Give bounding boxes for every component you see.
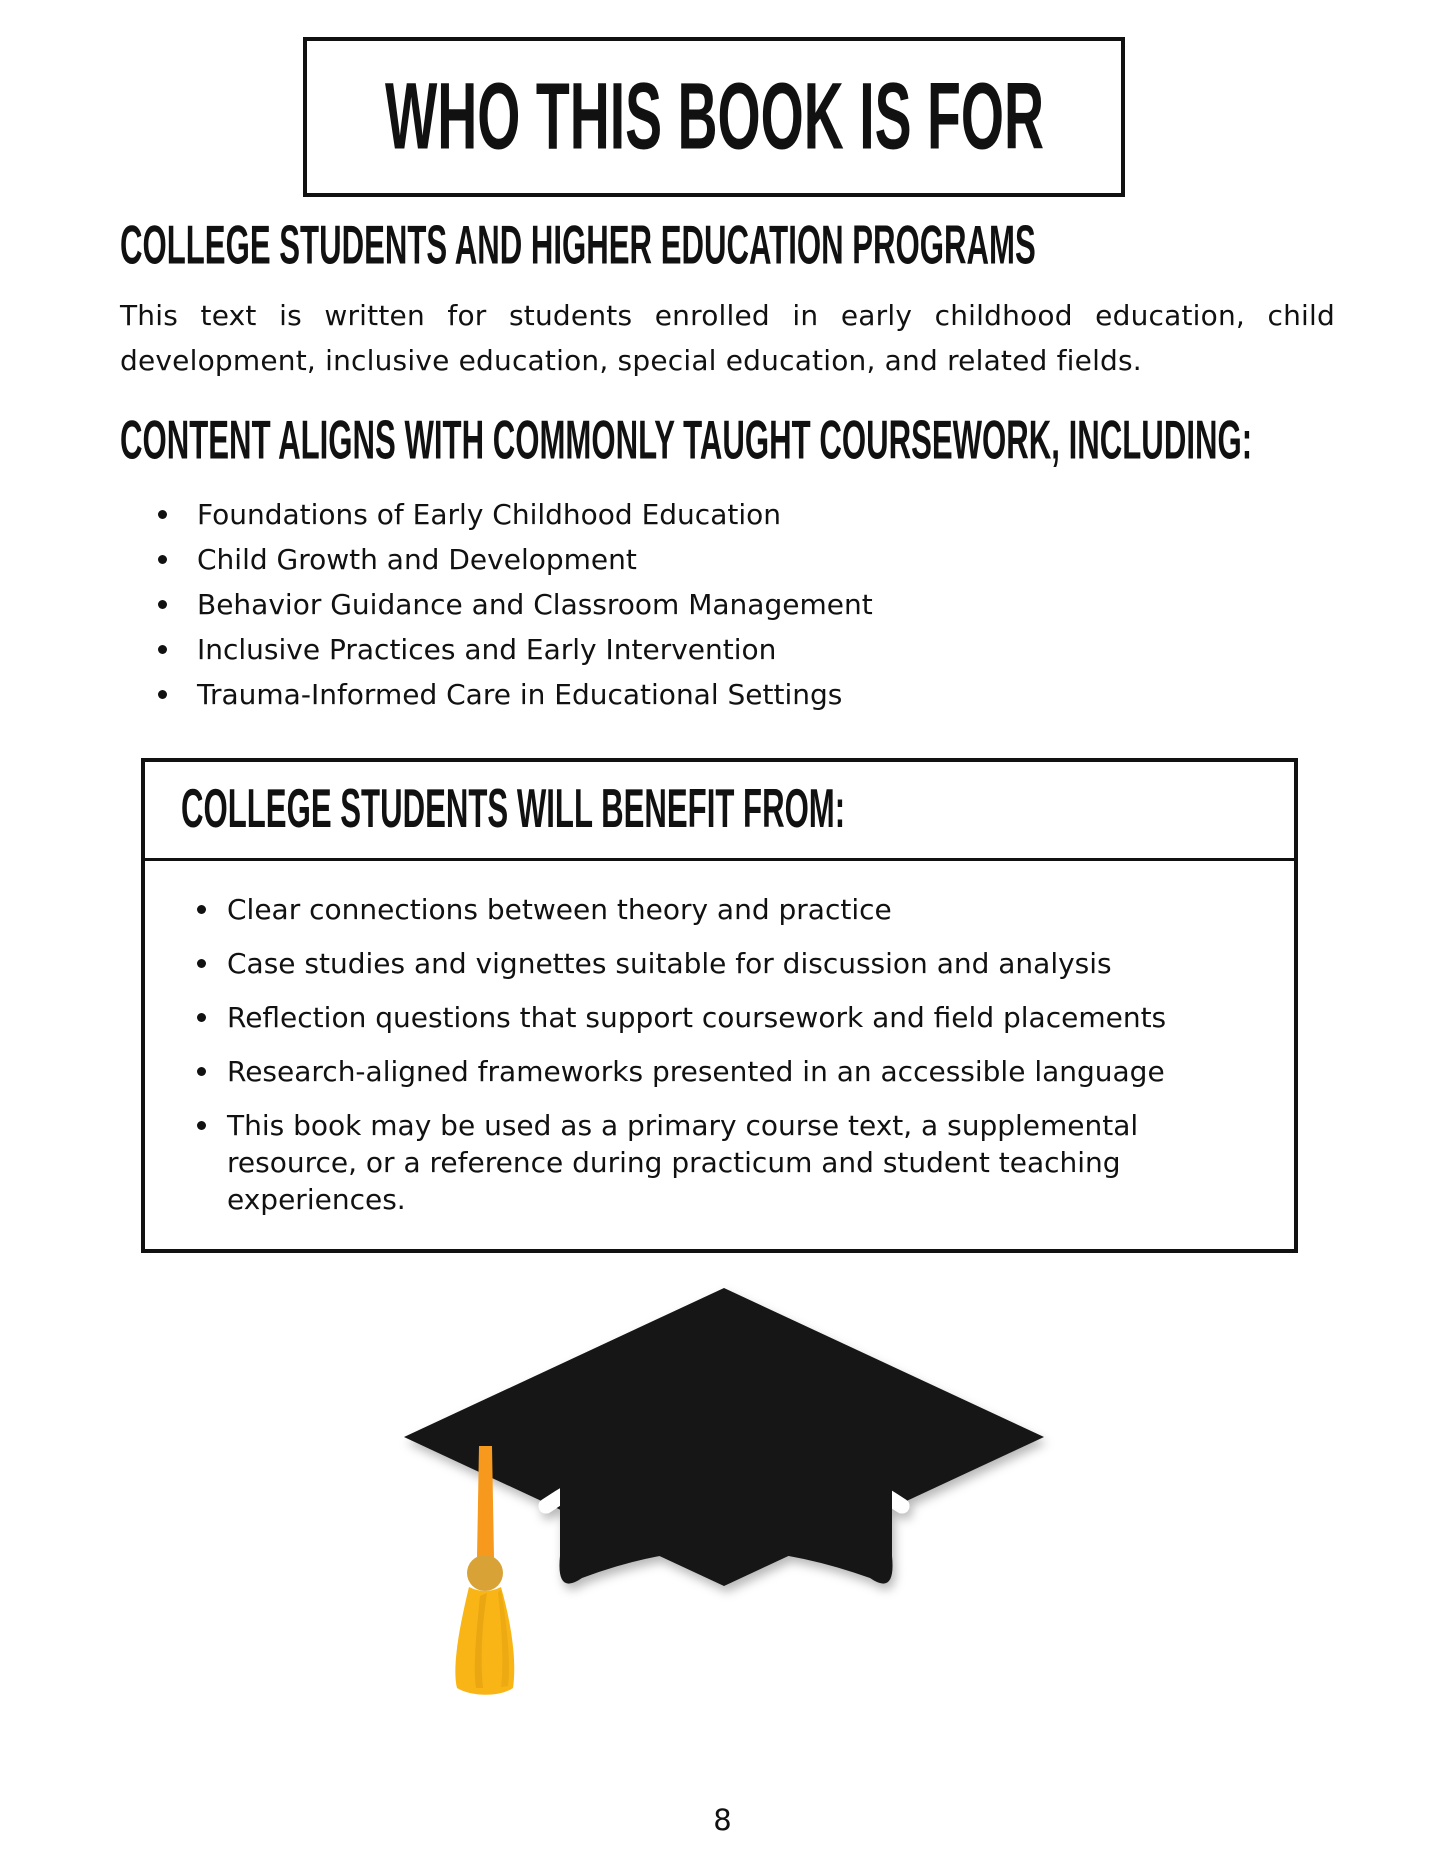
benefits-list [145,861,1294,1218]
list-item [197,1107,1264,1218]
list-item-text: Reflection questions that support coursework and field placements [227,1001,1167,1034]
bullet-icon [197,1121,206,1130]
audience-paragraph [120,293,1335,383]
list-item-text: This book may be used as a primary course text, a supplemental resource, or a reference during practicum and student teaching experiences. [227,1109,1139,1216]
paragraph-line: This text is written for students enrolled in early childhood education, child [120,299,1335,332]
section-heading-audience [120,215,1237,278]
bullet-icon [197,1067,206,1076]
list-item-text: Case studies and vignettes suitable for discussion and analysis [227,947,1112,980]
bullet-icon [158,600,167,609]
list-item-text: Behavior Guidance and Classroom Management [197,588,873,621]
cap-group [404,1288,1044,1586]
list-item-text: Child Growth and Development [197,543,637,576]
list-item-text: Foundations of Early Childhood Education [197,498,781,531]
title-banner [303,37,1125,197]
bullet-icon [197,1013,206,1022]
list-item [158,627,873,672]
bullet-icon [158,645,167,654]
list-item [158,672,873,717]
bullet-icon [197,905,206,914]
list-item-text: Trauma-Informed Care in Educational Settings [197,678,843,711]
coursework-list [158,492,873,717]
bullet-icon [158,690,167,699]
tassel-knob [467,1555,503,1591]
list-item [197,1053,1264,1090]
list-item [158,537,873,582]
section-heading-coursework [120,410,1445,473]
bullet-icon [158,555,167,564]
benefits-heading: COLLEGE STUDENTS WILL BENEFIT FROM: [181,778,846,840]
page-number: 8 [713,1803,732,1837]
list-item-text: Research-aligned frameworks presented in an accessible language [227,1055,1165,1088]
list-item [158,582,873,627]
benefits-box-header [145,762,1294,861]
section-heading-text: COLLEGE STUDENTS AND HIGHER EDUCATION PROGRAMS [120,215,1036,277]
tassel-cord [477,1446,494,1558]
benefits-box [141,758,1298,1253]
list-item-text: Clear connections between theory and practice [227,893,892,926]
page-title: WHO THIS BOOK IS FOR [384,64,1044,170]
list-item [197,999,1264,1036]
list-item [158,492,873,537]
list-item [197,891,1264,928]
list-item [197,945,1264,982]
bullet-icon [197,959,206,968]
bullet-icon [158,510,167,519]
graduation-cap-illustration [330,1260,1110,1720]
list-item-text: Inclusive Practices and Early Intervention [197,633,777,666]
section-heading-text: CONTENT ALIGNS WITH COMMONLY TAUGHT COURSEWORK, INCLUDING: [120,410,1253,472]
paragraph-line: development, inclusive education, special education, and related fields. [120,344,1142,377]
